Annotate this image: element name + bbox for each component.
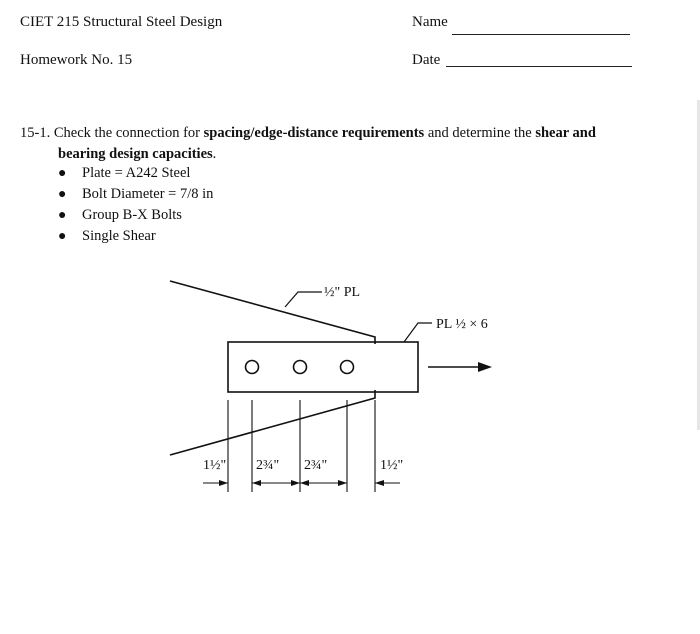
course-title: CIET 215 Structural Steel Design — [20, 14, 223, 30]
list-item: ● Group B-X Bolts — [58, 205, 213, 226]
lap-plate-label: PL ½ × 6 — [436, 317, 488, 332]
dim-spacing-1: 2¾" — [256, 458, 280, 473]
problem-bold-a: spacing/edge-distance requirements — [203, 125, 425, 141]
problem-bold-b1: shear and — [535, 125, 596, 141]
gusset-plate-label: ½" PL — [324, 285, 361, 300]
bolt-2 — [294, 361, 307, 374]
problem-number: 15-1. — [20, 125, 51, 141]
name-label: Name — [412, 14, 448, 30]
dim-edge-right: 1½" — [380, 458, 404, 473]
bolt-3 — [341, 361, 354, 374]
problem-text-a: Check the connection for — [53, 125, 200, 141]
bullet-icon: ● — [58, 166, 67, 181]
list-item: ● Single Shear — [58, 226, 213, 247]
date-label: Date — [412, 52, 441, 68]
gusset-leader — [285, 292, 322, 307]
problem-text-b: and determine the — [427, 125, 532, 141]
bullet-icon: ● — [58, 187, 67, 202]
problem-bold-b2: bearing design capacities — [58, 146, 213, 162]
list-item: ● Bolt Diameter = 7/8 in — [58, 184, 213, 205]
problem-period: . — [212, 146, 217, 162]
gusset-lower-edge — [170, 390, 375, 455]
plate-leader — [404, 323, 432, 342]
dim-edge-left: 1½" — [203, 458, 227, 473]
dim-spacing-2: 2¾" — [304, 458, 328, 473]
list-item: ● Plate = A242 Steel — [58, 163, 213, 184]
homework-number: Homework No. 15 — [20, 52, 133, 68]
bullet-icon: ● — [58, 229, 67, 244]
bolt-1 — [246, 361, 259, 374]
bullet-icon: ● — [58, 208, 67, 223]
lap-plate — [228, 342, 418, 392]
